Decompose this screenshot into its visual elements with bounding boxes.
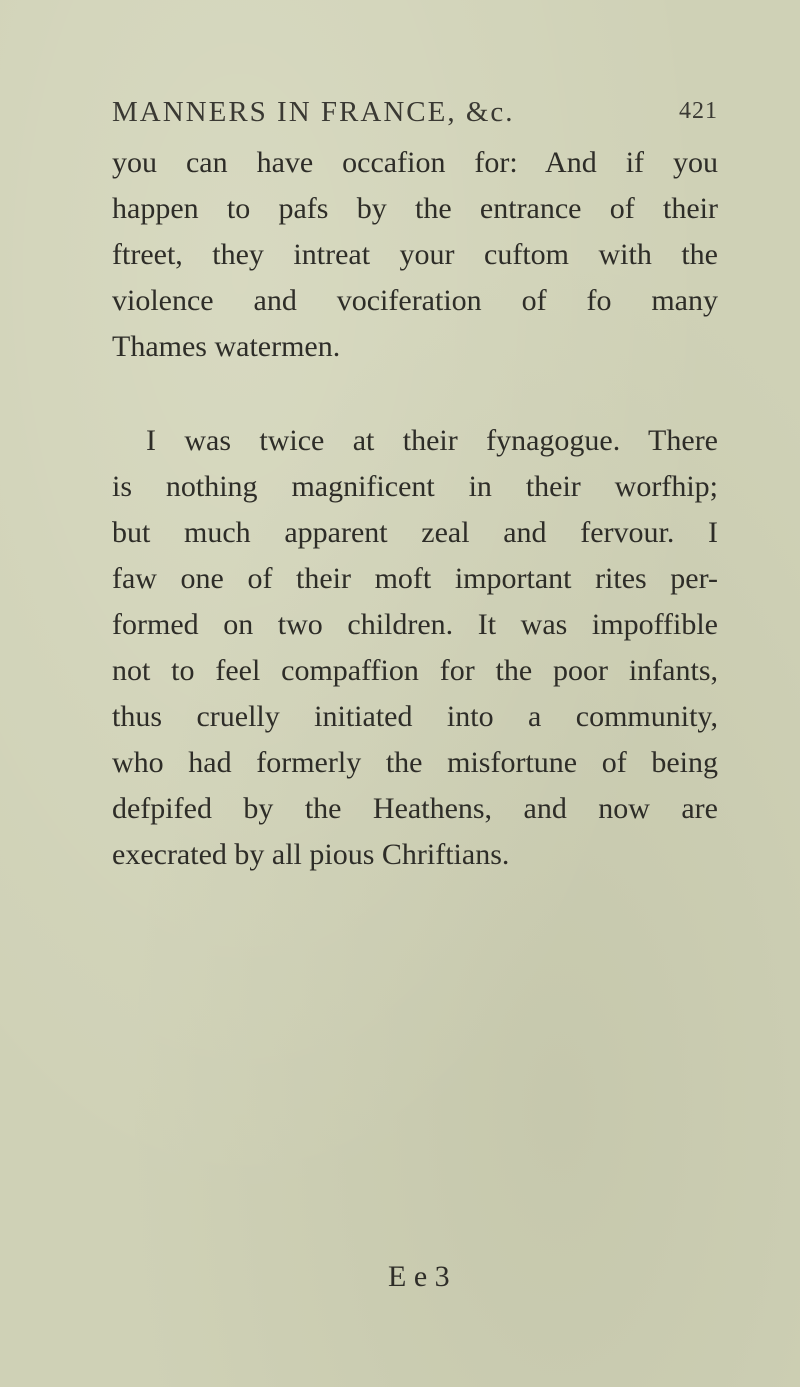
text-line: violence and vociferation of fo many [112,284,718,317]
text-line: defpifed by the Heathens, and now are [112,792,718,825]
paragraph-1 [112,140,718,370]
paragraph-2 [112,418,718,878]
text-line: formed on two children. It was impoffible [112,608,718,641]
text-line: Thames watermen. [112,330,341,363]
text-line: happen to pafs by the entrance of their [112,192,718,225]
text-line: thus cruelly initiated into a community, [112,700,718,733]
text-line: I was twice at their fynagogue. There [146,424,718,457]
running-head: MANNERS IN FRANCE, &c. [112,96,515,128]
text-line: execrated by all pious Chriftians. [112,838,510,871]
page-header [112,96,718,136]
text-line: faw one of their moft important rites per- [112,562,718,595]
page-number: 421 [679,98,718,124]
text-line: is nothing magnificent in their worfhip; [112,470,718,503]
text-line: you can have occafion for: And if you [112,146,718,179]
text-line: but much apparent zeal and fervour. I [112,516,718,549]
text-line: ftreet, they intreat your cuftom with the [112,238,718,271]
signature-mark: E e 3 [388,1260,450,1293]
text-line: not to feel compaffion for the poor infants, [112,654,718,687]
text-line: who had formerly the misfortune of being [112,746,718,779]
